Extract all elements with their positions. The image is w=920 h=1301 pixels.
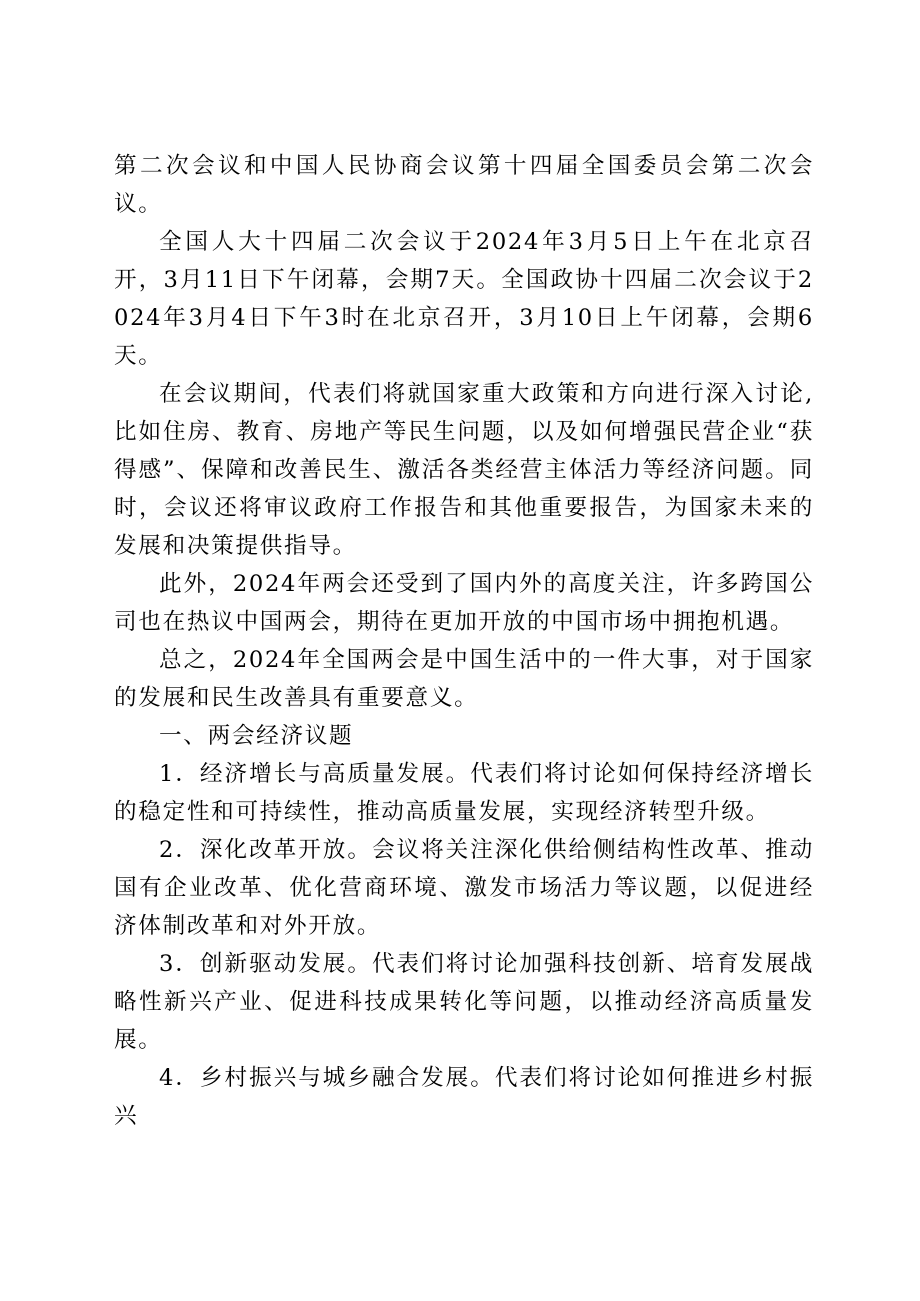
paragraph-session-intro-continued: 第二次会议和中国人民协商会议第十四届全国委员会第二次会议。 xyxy=(114,153,814,217)
section-heading-economic-topics: 一、两会经济议题 xyxy=(159,723,354,749)
paragraph-summary: 总之，2024年全国两会是中国生活中的一件大事，对于国家的发展和民生改善具有重要意义。 xyxy=(114,647,814,711)
document-body xyxy=(114,147,814,1135)
paragraph-session-dates: 全国人大十四届二次会议于2024年3月5日上午在北京召开，3月11日下午闭幕，会期7天。全国政协十四届二次会议于2024年3月4日下午3时在北京召开，3月10日上午闭幕，会期6天。 xyxy=(114,229,814,369)
paragraph-discussion-topics: 在会议期间，代表们将就国家重大政策和方向进行深入讨论,比如住房、教育、房地产等民生问题，以及如何增强民营企业“获得感”、保障和改善民生、激活各类经营主体活力等经济问题。同时，会议还将审议政府工作报告和其他重要报告，为国家未来的发展和决策提供指导。 xyxy=(114,381,814,559)
paragraph-international-attention: 此外，2024年两会还受到了国内外的高度关注，许多跨国公司也在热议中国两会，期待在更加开放的中国市场中拥抱机遇。 xyxy=(114,571,814,635)
list-item-innovation: 3．创新驱动发展。代表们将讨论加强科技创新、培育发展战略性新兴产业、促进科技成果转化等问题，以推动经济高质量发展。 xyxy=(114,951,814,1053)
list-item-reform-opening: 2．深化改革开放。会议将关注深化供给侧结构性改革、推动国有企业改革、优化营商环境、激发市场活力等议题，以促进经济体制改革和对外开放。 xyxy=(114,837,814,939)
list-item-economic-growth: 1．经济增长与高质量发展。代表们将讨论如何保持经济增长的稳定性和可持续性，推动高质量发展，实现经济转型升级。 xyxy=(114,761,814,825)
list-item-rural-revitalization: 4．乡村振兴与城乡融合发展。代表们将讨论如何推进乡村振兴 xyxy=(114,1065,814,1129)
